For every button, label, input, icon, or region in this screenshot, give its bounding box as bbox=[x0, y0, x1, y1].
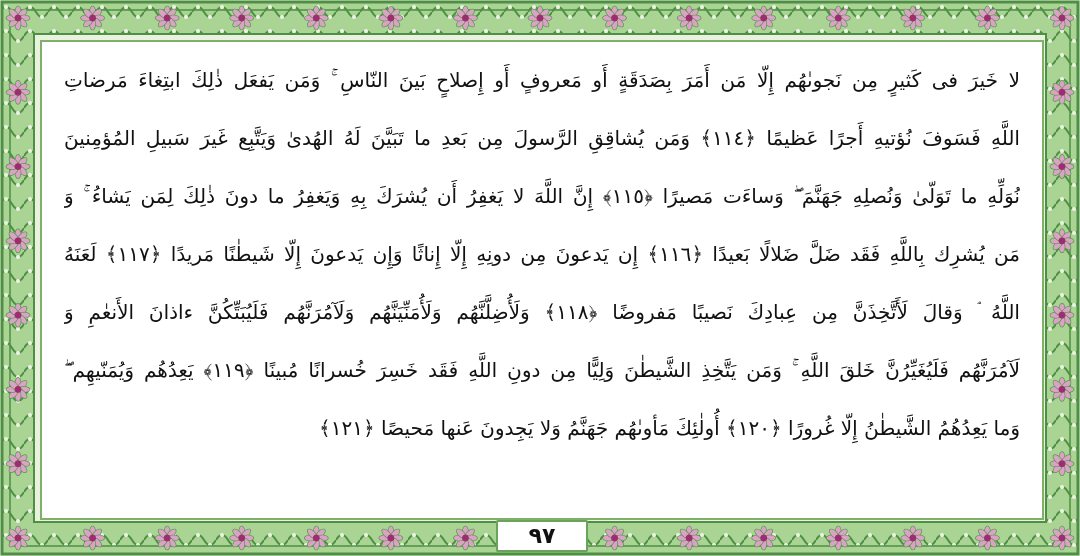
verse-line: مَن يُشرِك بِاللَّهِ فَقَد ضَلَّ ضَلالًا بَعيدًا ﴿١١٦﴾ إِن يَدعونَ مِن دونِهِ إِلّا إِناثًا وَإِن يَدعونَ إِلّا شَيطٰنًا مَريدًا ﴿١١٧﴾ لَعَنَهُ bbox=[64, 242, 1020, 266]
verse-line: وَما يَعِدُهُمُ الشَّيطٰنُ إِلّا غُرورًا ﴿١٢٠﴾ أُولٰئِكَ مَأوىٰهُم جَهَنَّمُ وَلا يَجِدونَ عَنها مَحيصًا ﴿١٢١﴾ bbox=[319, 416, 1020, 440]
rosette-icon bbox=[975, 6, 999, 30]
rosette-icon bbox=[6, 377, 30, 401]
rosette-icon bbox=[6, 526, 30, 550]
rosette-icon bbox=[1050, 526, 1074, 550]
rosette-icon bbox=[304, 6, 328, 30]
rosette-icon bbox=[826, 526, 850, 550]
rosette-icon bbox=[1050, 452, 1074, 476]
verse-line: لا خَيرَ فى كَثيرٍ مِن نَجوىٰهُم إِلّا مَن أَمَرَ بِصَدَقَةٍ أَو مَعروفٍ أَو إِصلاحٍ بَينَ النّاسِ ۚ وَمَن يَفعَل ذٰلِكَ ابتِغاءَ مَرضاتِ bbox=[64, 68, 1020, 92]
rosette-icon bbox=[1050, 229, 1074, 253]
rosette-icon bbox=[677, 6, 701, 30]
rosette-icon bbox=[6, 229, 30, 253]
rosette-icon bbox=[752, 526, 776, 550]
verse-line: نُوَلِّهِ ما تَوَلّىٰ وَنُصلِهِ جَهَنَّمَ ۖ وَساءَت مَصيرًا ﴿١١٥﴾ إِنَّ اللَّهَ لا يَغفِرُ أَن يُشرَكَ بِهِ وَيَغفِرُ ما دونَ ذٰلِكَ لِمَن يَشاءُ ۚ وَ bbox=[64, 184, 1020, 208]
rosette-icon bbox=[6, 80, 30, 104]
rosette-icon bbox=[230, 526, 254, 550]
rosette-icon bbox=[752, 6, 776, 30]
rosette-icon bbox=[1050, 303, 1074, 327]
rosette-icon bbox=[528, 6, 552, 30]
verse-line: لَآمُرَنَّهُم فَلَيُغَيِّرُنَّ خَلقَ اللَّهِ ۚ وَمَن يَتَّخِذِ الشَّيطٰنَ وَلِيًّا مِن دونِ اللَّهِ فَقَد خَسِرَ خُسرانًا مُبينًا ﴿١١٩﴾ يَعِدُهُم وَيُمَنّيهِم ۖ bbox=[64, 358, 1020, 382]
rosette-icon bbox=[1050, 6, 1074, 30]
rosette-icon bbox=[901, 526, 925, 550]
rosette-icon bbox=[826, 6, 850, 30]
rosette-icon bbox=[453, 6, 477, 30]
rosette-icon bbox=[155, 6, 179, 30]
verse-line: اللَّهِ فَسَوفَ نُؤتيهِ أَجرًا عَظيمًا ﴿١١٤﴾ وَمَن يُشاقِقِ الرَّسولَ مِن بَعدِ ما تَبَيَّنَ لَهُ الهُدىٰ وَيَتَّبِع غَيرَ سَبيلِ المُؤمِنينَ bbox=[64, 126, 1020, 150]
rosette-icon bbox=[1050, 377, 1074, 401]
rosette-icon bbox=[81, 526, 105, 550]
rosette-icon bbox=[1050, 80, 1074, 104]
rosette-icon bbox=[304, 526, 328, 550]
verse-line: اللَّهُ ۘ وَقالَ لَأَتَّخِذَنَّ مِن عِبادِكَ نَصيبًا مَفروضًا ﴿١١٨﴾ وَلَأُضِلَّنَّهُم وَلَأُمَنِّيَنَّهُم وَلَآمُرَنَّهُم فَلَيُبَتِّكُنَّ ءاذانَ الأَنعٰمِ وَ bbox=[64, 300, 1020, 324]
rosette-icon bbox=[901, 6, 925, 30]
rosette-icon bbox=[6, 303, 30, 327]
rosette-icon bbox=[453, 526, 477, 550]
rosette-icon bbox=[6, 155, 30, 179]
rosette-icon bbox=[6, 452, 30, 476]
rosette-icon bbox=[379, 6, 403, 30]
verse-text-panel bbox=[40, 40, 1044, 520]
rosette-icon bbox=[603, 526, 627, 550]
page-number: ۹۷ bbox=[496, 520, 588, 552]
rosette-icon bbox=[379, 526, 403, 550]
rosette-icon bbox=[155, 526, 179, 550]
rosette-icon bbox=[603, 6, 627, 30]
rosette-icon bbox=[677, 526, 701, 550]
rosette-icon bbox=[975, 526, 999, 550]
rosette-icon bbox=[230, 6, 254, 30]
rosette-icon bbox=[81, 6, 105, 30]
rosette-icon bbox=[1050, 155, 1074, 179]
rosette-icon bbox=[6, 6, 30, 30]
